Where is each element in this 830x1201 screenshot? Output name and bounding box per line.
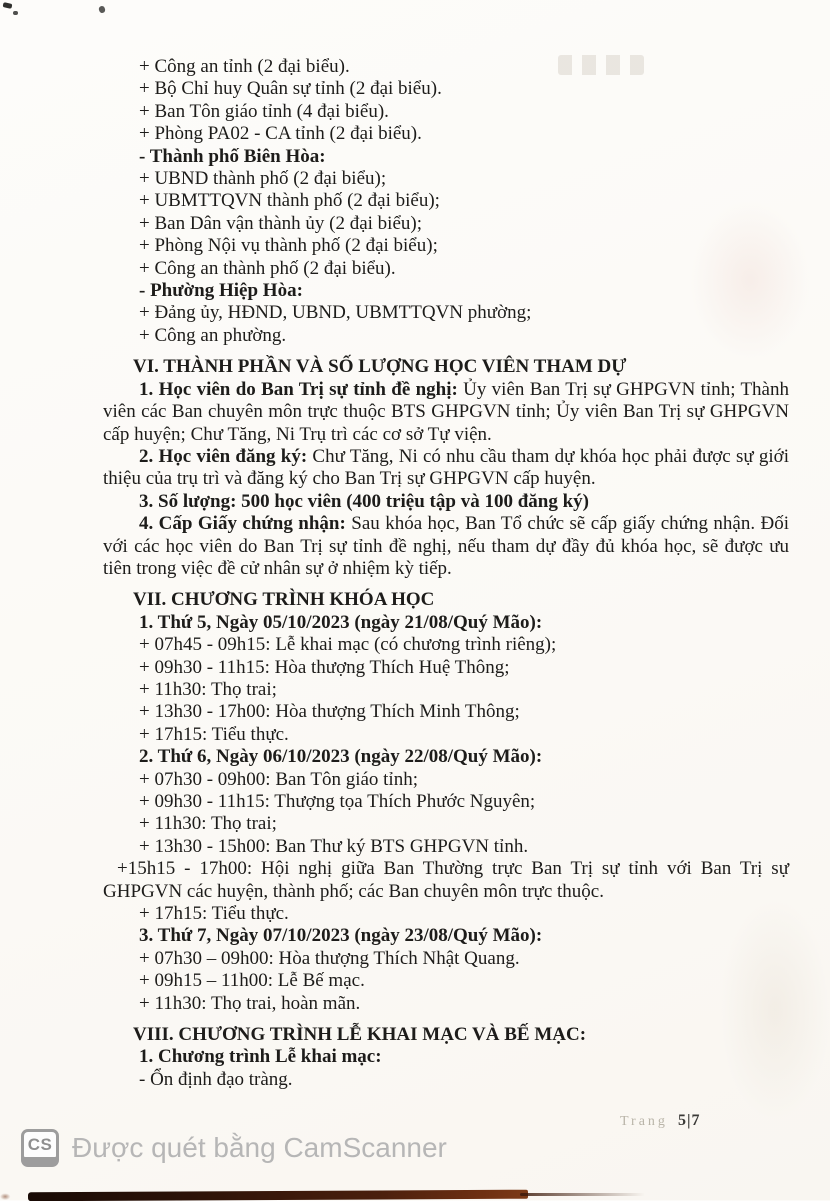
section-heading: VIII. CHƯƠNG TRÌNH LỄ KHAI MẠC VÀ BẾ MẠC: <box>133 1024 587 1046</box>
scan-speck <box>13 11 18 15</box>
doc-line: + 17h15: Tiểu thực. <box>139 723 289 745</box>
paragraph-lead: 2. Học viên đăng ký: <box>139 445 308 467</box>
section-heading: VII. CHƯƠNG TRÌNH KHÓA HỌC <box>133 589 435 611</box>
doc-line: + Phòng Nội vụ thành phố (2 đại biểu); <box>139 235 438 257</box>
doc-line: + 13h30 - 15h00: Ban Thư ký BTS GHPGVN tỉnh. <box>139 835 529 857</box>
page-edge-shadow-tail <box>520 1193 645 1196</box>
doc-line: + Bộ Chỉ huy Quân sự tỉnh (2 đại biểu). <box>139 78 442 100</box>
doc-paragraph: 1. Học viên do Ban Trị sự tỉnh đề nghị: Ủy viên Ban Trị sự GHPGVN tỉnh; Thành viên các Ban chuyên môn trực thuộc BTS GHPGVN tỉnh; Ủy viên Ban Trị sự GHPGVN cấp huyện; Chư Tăng, Ni Trụ trì các cơ sở Tự viện. <box>103 378 789 445</box>
page-edge-smudge <box>0 1166 26 1200</box>
paragraph-lead: 4. Cấp Giấy chứng nhận: <box>139 513 346 535</box>
watermark-text: Được quét bằng CamScanner <box>72 1132 447 1163</box>
section-heading: VI. THÀNH PHẦN VÀ SỐ LƯỢNG HỌC VIÊN THAM DỰ <box>133 356 627 378</box>
page-number-value: 5|7 <box>677 1112 701 1129</box>
doc-line: - Phường Hiệp Hòa: <box>139 280 303 302</box>
doc-paragraph: 4. Cấp Giấy chứng nhận: Sau khóa học, Ban Tổ chức sẽ cấp giấy chứng nhận. Đối với các học viên do Ban Trị sự tỉnh đề nghị, nếu tham dự đầy đủ khóa học, sẽ được ưu tiên trong việc đề cử nhân sự ở nhiệm kỳ tiếp. <box>103 513 789 579</box>
doc-line: + 17h15: Tiểu thực. <box>139 903 289 925</box>
doc-line: - Ổn định đạo tràng. <box>139 1068 293 1090</box>
doc-line: 2. Thứ 6, Ngày 06/10/2023 (ngày 22/08/Quý Mão): <box>139 746 543 768</box>
doc-line: 1. Chương trình Lễ khai mạc: <box>139 1046 382 1068</box>
scan-speck <box>3 2 13 9</box>
doc-line: + Công an phường. <box>139 324 287 346</box>
doc-line: + 09h15 – 11h00: Lễ Bế mạc. <box>139 970 365 992</box>
doc-line: + 07h30 – 09h00: Hòa thượng Thích Nhật Quang. <box>139 947 520 969</box>
camscanner-logo-text: CS <box>27 1134 53 1154</box>
doc-line: + 07h45 - 09h15: Lễ khai mạc (có chương trình riêng); <box>139 634 557 656</box>
doc-line: - Thành phố Biên Hòa: <box>139 145 326 167</box>
camscanner-logo-inner <box>24 1132 56 1157</box>
camscanner-logo-icon <box>21 1129 59 1167</box>
doc-line: + Phòng PA02 - CA tỉnh (2 đại biểu). <box>139 123 422 145</box>
doc-line: + UBMTTQVN thành phố (2 đại biểu); <box>139 190 440 212</box>
doc-paragraph: 2. Học viên đăng ký: Chư Tăng, Ni có nhu cầu tham dự khóa học phải được sự giới thiệu của trụ trì và đăng ký cho Ban Trị sự GHPGVN cấp huyện. <box>103 445 789 490</box>
doc-line: + 11h30: Thọ trai; <box>139 813 277 835</box>
camscanner-watermark <box>21 1129 447 1167</box>
page-number <box>620 1112 770 1130</box>
doc-paragraph: +15h15 - 17h00: Hội nghị giữa Ban Thường trực Ban Trị sự tỉnh với Ban Trị sự GHPGVN các huyện, thành phố; các Ban chuyên môn trực thuộc. <box>103 858 789 902</box>
page-label: Trang <box>620 1114 668 1129</box>
doc-line: + Công an tỉnh (2 đại biểu). <box>139 56 350 77</box>
doc-line: + 11h30: Thọ trai, hoàn mãn. <box>139 992 361 1014</box>
doc-line: 3. Thứ 7, Ngày 07/10/2023 (ngày 23/08/Quý Mão): <box>139 925 543 947</box>
scan-speck <box>98 5 106 14</box>
doc-line: + 09h30 - 11h15: Thượng tọa Thích Phước Nguyên; <box>139 791 536 812</box>
doc-line: + Công an thành phố (2 đại biểu). <box>139 257 396 279</box>
doc-line: + 13h30 - 17h00: Hòa thượng Thích Minh Thông; <box>139 701 520 723</box>
doc-line: + 11h30: Thọ trai; <box>139 678 277 700</box>
doc-line: + 09h30 - 11h15: Hòa thượng Thích Huệ Thông; <box>139 656 510 678</box>
doc-line: + Ban Tôn giáo tỉnh (4 đại biểu). <box>139 100 389 122</box>
doc-line: + Ban Dân vận thành ủy (2 đại biểu); <box>139 212 422 234</box>
document-body <box>103 56 789 1091</box>
doc-line: + Đảng ủy, HĐND, UBND, UBMTTQVN phường; <box>139 302 532 324</box>
doc-line: + UBND thành phố (2 đại biểu); <box>139 168 387 190</box>
paragraph-lead: 1. Học viên do Ban Trị sự tỉnh đề nghị: <box>139 378 458 400</box>
doc-line: 1. Thứ 5, Ngày 05/10/2023 (ngày 21/08/Quý Mão): <box>139 611 543 633</box>
doc-line: 3. Số lượng: 500 học viên (400 triệu tập và 100 đăng ký) <box>139 490 589 512</box>
page-edge-shadow <box>28 1190 528 1201</box>
doc-line: + 07h30 - 09h00: Ban Tôn giáo tỉnh; <box>139 768 418 790</box>
